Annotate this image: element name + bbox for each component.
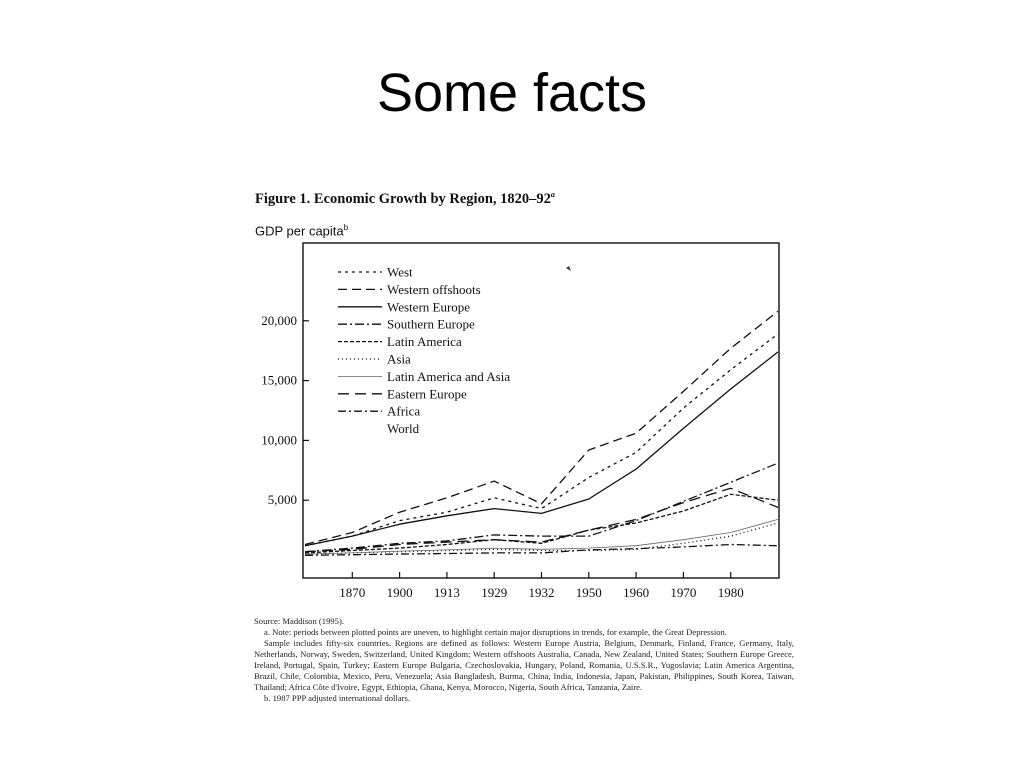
note-a: a. Note: periods between plotted points are uneven, to highlight certain major disruptions in trends, for example, the Great Depression.	[264, 627, 727, 637]
series-line-latin-america-and-asia	[305, 519, 778, 554]
x-tick-label: 1870	[339, 585, 366, 600]
x-tick-label: 1950	[575, 585, 602, 600]
legend-label: Asia	[387, 351, 411, 367]
x-tick-label: 1900	[386, 585, 413, 600]
y-axis-caption-text: GDP per capita	[255, 223, 344, 239]
series-line-western-europe	[305, 352, 778, 546]
y-tick-label: 20,000	[261, 312, 297, 328]
series-line-eastern-europe	[305, 488, 778, 551]
legend-label: World	[387, 421, 420, 437]
legend-label: Latin America and Asia	[387, 368, 511, 384]
y-tick-label: 15,000	[261, 372, 297, 388]
note-b: b. 1987 PPP adjusted international dollars.	[264, 693, 411, 703]
legend-label: Western Europe	[387, 299, 471, 315]
legend-label: Western offshoots	[387, 281, 481, 297]
plot-frame	[303, 243, 779, 578]
x-tick-label: 1929	[481, 585, 508, 600]
x-tick-label: 1932	[528, 585, 555, 600]
scan-mark	[566, 266, 571, 271]
y-tick-label: 10,000	[261, 432, 297, 448]
slide-title: Some facts	[376, 63, 648, 123]
sample-note: Sample includes fifty-six countries. Regions are defined as follows: Western Europe Austria, Belgium, Denmark, Finland, France, Germany, Italy, Netherlands, Norway, Sweden, Switzerland, United Kingdom; Western offshoots Australia, Canada, New Zealand, United States; Southern Europe Greece, Ireland, Portugal, Spain, Turkey; Eastern Europe Bulgaria, Czechoslovakia, Hungary, Poland, Romania, U.S.S.R., Yugoslavia; Latin America Argentina, Brazil, Chile, Colombia, Mexico, Peru, Venezuela; Asia Bangladesh, Burma, China, India, Indonesia, Japan, Pakistan, Philippines, South Korea, Taiwan, Thailand; Africa Côte d'Ivoire, Egypt, Ethiopia, Ghana, Kenya, Morocco, Nigeria, South Africa, Tanzania, Zaire.	[254, 638, 794, 692]
legend-label: Africa	[387, 403, 421, 419]
legend-label: Eastern Europe	[387, 386, 467, 402]
series-line-western-offshoots	[305, 311, 778, 544]
figure-notes	[254, 616, 794, 704]
series-line-southern-europe	[305, 463, 778, 552]
x-tick-label: 1913	[433, 585, 460, 600]
x-tick-label: 1960	[623, 585, 650, 600]
y-tick-label: 5,000	[267, 492, 297, 508]
legend-label: Latin America	[387, 334, 462, 350]
source-note: Source: Maddison (1995).	[254, 616, 344, 626]
figure-caption-marker: a	[550, 190, 555, 199]
x-tick-label: 1980	[717, 585, 744, 600]
legend-label: Southern Europe	[387, 316, 475, 332]
figure-caption-text: Figure 1. Economic Growth by Region, 1820–92	[255, 190, 551, 207]
y-axis-caption-marker: b	[343, 223, 349, 232]
legend-label: West	[387, 264, 413, 280]
x-tick-label: 1970	[670, 585, 697, 600]
